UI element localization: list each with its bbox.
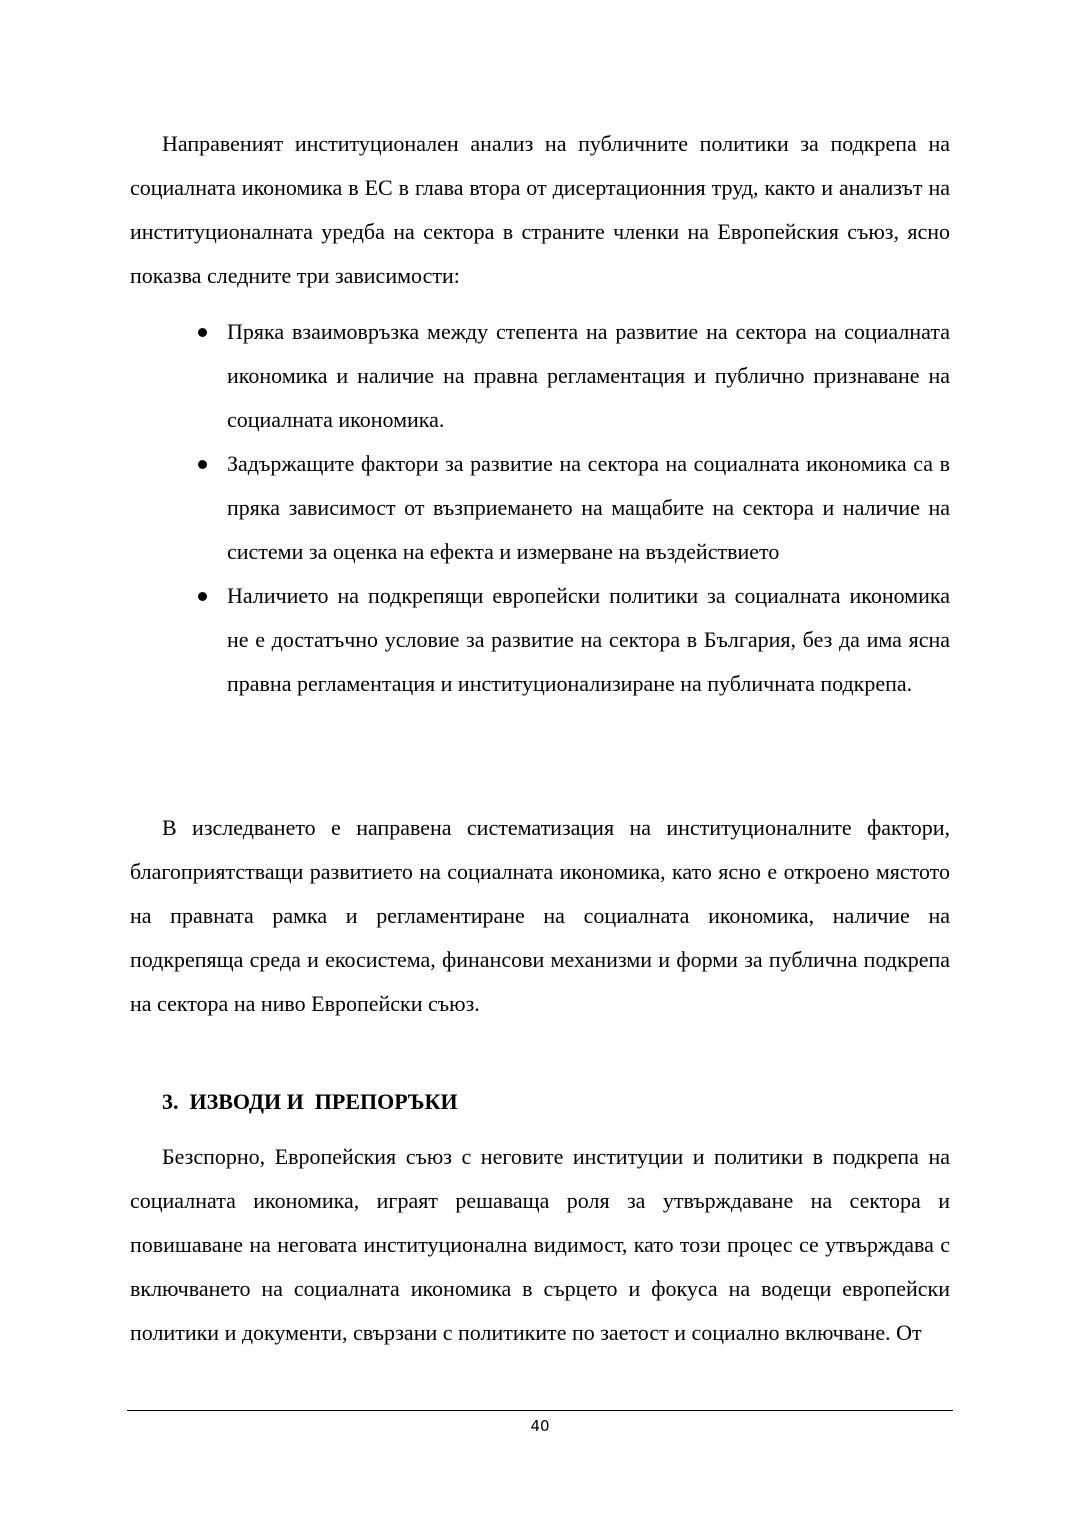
section-heading: 3. ИЗВОДИ И ПРЕПОРЪКИ [162,1089,458,1114]
list-item [130,310,950,442]
list-item-text: Наличието на подкрепящи европейски политики за социалната икономика не е достатъчно условие за развитие на сектора в България, без да има ясна правна регламентация и институционализиране на публичната подкрепа. [227,583,950,696]
bullet-icon [198,592,207,601]
paragraph-conclusions: Безспорно, Европейския съюз с неговите институции и политики в подкрепа на социалната икономика, играят решаваща роля за утвърждаване на сектора и повишаване на неговата институционална видимост, като този процес се утвърждава с включването на социалната икономика в сърцето и фокуса на водещи европейски политики и документи, свързани с политиките по заетост и социално включване. От [130,1144,950,1345]
list-item-text: Задържащите фактори за развитие на сектора на социалната икономика са в пряка зависимост от възприемането на мащабите на сектора и наличие на системи за оценка на ефекта и измерване на въздействието [227,451,950,564]
bullet-icon [198,328,207,337]
footer-divider [127,1410,953,1411]
list-item [130,574,950,706]
bullet-icon [198,460,207,469]
paragraph-intro: Направеният институционален анализ на публичните политики за подкрепа на социалната икономика в ЕС в глава втора от дисертационния труд, както и анализът на институционалната уредба на сектора в страните членки на Европейския съюз, ясно показва следните три зависимости: [130,131,950,288]
dependencies-list [130,310,950,706]
page-number: 40 [530,1417,550,1435]
paragraph-systematization: В изследването е направена систематизация на институционалните фактори, благоприятстващи развитието на социалната икономика, като ясно е откроено мястото на правната рамка и регламентиране на социалната икономика, наличие на подкрепяща среда и екосистема, финансови механизми и форми за публична подкрепа на сектора на ниво Европейски съюз. [130,815,950,1016]
list-item [130,442,950,574]
list-item-text: Пряка взаимовръзка между степента на развитие на сектора на социалната икономика и наличие на правна регламентация и публично признаване на социалната икономика. [227,319,950,432]
